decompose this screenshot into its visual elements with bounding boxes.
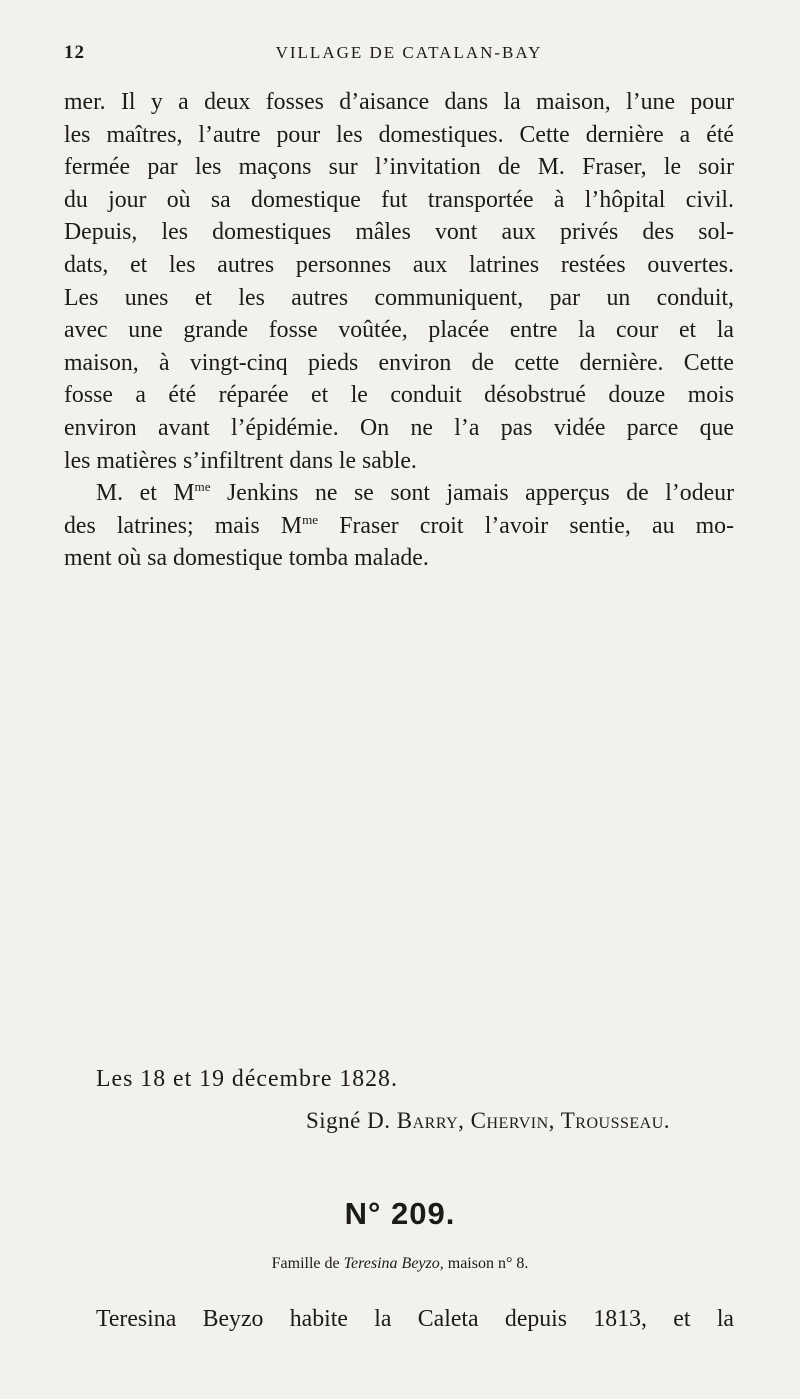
text-line: Teresina Beyzo habite la Caleta depuis 1813, et la: [96, 1306, 734, 1332]
text-line: maison, à vingt-cinq pieds environ de cette dernière. Cette: [64, 349, 734, 376]
text-line: dats, et les autres personnes aux latrines restées ouvertes.: [64, 251, 734, 278]
text-line: mer. Il y a deux fosses d’aisance dans la maison, l’une pour: [64, 89, 734, 115]
paragraph-latrines: [64, 86, 734, 575]
entry-number: N° 209.: [344, 1196, 456, 1231]
text-line: Les unes et les autres communiquent, par un conduit,: [64, 284, 734, 311]
text-line: du jour où sa domestique fut transportée à l’hôpital civil.: [64, 186, 734, 213]
running-title: VILLAGE DE CATALAN-BAY: [275, 43, 543, 62]
text-line: M. et $M^{me}$ Jenkins ne se sont jamais apperçus de l’odeur: [96, 478, 734, 507]
text-line: les maîtres, l’autre pour les domestiques. Cette dernière a été: [64, 121, 734, 148]
text-line: fosse a été réparée et le conduit désobstrué douze mois: [64, 382, 734, 409]
entry-caption: Famille de Teresina Beyzo, maison n° 8.: [271, 1255, 529, 1272]
date-line: Les 18 et 19 décembre 1828.: [96, 1066, 398, 1092]
family-name: Teresina Beyzo,: [343, 1255, 444, 1272]
text-line: environ avant l’épidémie. On ne l’a pas vidée parce que: [64, 414, 734, 441]
signature-names: D. Barry, Chervin, Trousseau.: [367, 1108, 671, 1133]
text-line: des latrines; mais $M^{me}$ Fraser croit l’avoir sentie, au mo-: [64, 511, 734, 539]
page-number: 12: [64, 42, 85, 63]
text-line: les matières s’infiltrent dans le sable.: [64, 447, 417, 474]
signature-line: [306, 1108, 670, 1134]
text-line: Depuis, les domestiques mâles vont aux privés des sol-: [64, 219, 734, 246]
text-line: ment où sa domestique tomba malade.: [64, 545, 429, 572]
text-line: fermée par les maçons sur l’invitation de M. Fraser, le soir: [64, 154, 734, 181]
text-line: avec une grande fosse voûtée, placée entre la cour et la: [64, 317, 734, 344]
running-head: [64, 42, 734, 66]
signature-prefix: Signé: [306, 1108, 361, 1133]
paragraph-family: [64, 1303, 734, 1336]
